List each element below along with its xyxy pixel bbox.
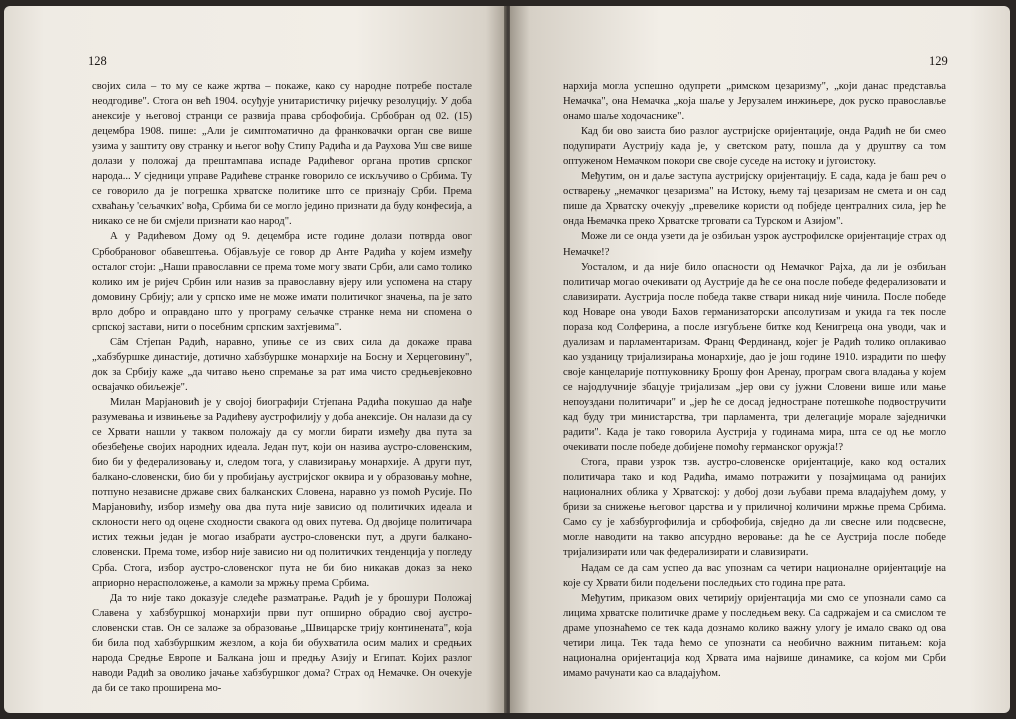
paragraph: Стога, прави узрок тзв. аустро-словенске оријентације, како код осталих политичара тако и код Радића, имамо потражити у позајмицама од ранијих националних облика у Хрватској: у добој дози љубави према владајућем дому, у бризи за снижење његовог царства и у приличној количини мржње према Србима. Само су је хабзбургофилија и србофобија, свједно да ли свесне или подсвесне, могле наводити на такво апсурдно веровање: да ће се Аустрија после победе тријализирати или чак федерализирати и славизирати. (563, 457, 946, 559)
page-text (92, 79, 472, 696)
paragraph: Може ли се онда узети да је озбиљан узрок аустрофилске оријентације страх од Немачке!? (563, 231, 946, 258)
paragraph: нархија могла успешно одупрети „римском цезаризму", „који данас представља Немачка", она Немачка „која шаље у Јерузалем инжињере, док руско православље онамо шаље ходочаснике". (563, 81, 946, 123)
right-page (510, 6, 1010, 713)
paragraph: Надам се да сам успео да вас упознам са четири националне оријентације на које су Хрвати били подељени последњих сто година пре рата. (563, 562, 946, 589)
paragraph: Милан Марјановић је у својој биографији Стјепана Радића покушао да нађе разумевања и извињење за Радићеву аустрофилију у доба анексије. Он налази да су се Хрвати нашли у таквом положају да су могли бирати између два пута за обезбеђење својих народних идеала. Један пут, који он назива аустро-словенским, био би у федерализовању и, следом тога, у славизирању монархије. А други пут, балкано-словенски, био би у пробијању аустријског оквира и у образовању моћне, потпуно независне државе свих балканских Словена, наравно уз помоћ Русије. По Марјановићу, избор између ова два пута није зависио од политичких идеала и склоности него од оцене сходности свакога од ових путева. Од двојице политичара истих тежњи један је могао изабрати аустро-словенски пут, а други балкано-словенски. Према томе, избор није зависио ни од политичких тенденција у погледу Срба. Стога, избор аустро-словенског пута не би био никакав доказ за неко априорно нерасположење, а камоли за мржњу према Србима. (92, 396, 472, 589)
paragraph: А у Радићевом Дому од 9. децембра исте године долази потврда овог Србобрановог обавештења. Објављује се говор др Анте Радића у којем између осталог стоји: „Наши православни се према томе могу звати Срби, али само толико колико им је ријеч Србин или назив за православну вјеру или успомена на стару домовину Србију; али у српско име не може имати политичког значења, па је зато врло добро и оправдано што у програму сељачке странке нема ни спомена о српској застави, нити о посебним српским захтјевима". (92, 231, 472, 333)
page-number: 129 (929, 54, 948, 68)
paragraph: Кад би ово заиста био разлог аустријске оријентације, онда Радић не би смео подупирати Аустрију када је, у светском рату, пошла да у друштву са том оптуженом Немачком покори све своје суседе на истоку и југоистоку. (563, 126, 946, 168)
paragraph: Сâм Стјепан Радић, наравно, упиње се из свих сила да докаже права „хабзбуршке династије, дотично хабзбуршке монархије на Босну и Херцеговину", док за Србију каже „да читаво њено спремање за рат има чисто средњевјековно освајачко обиљежје". (92, 336, 472, 393)
paragraph: својих сила – то му се каже жртва – покаже, како су народне потребе постале неодгодиве". Стога он већ 1904. осуђује унитаристичку ријечку резолуцију. У доба анексије у његовој странци се развија права србофобија. Србобран од 02. (15) децембра 1908. пише: „Али је симптоматично да франковачки орган све више узима у заштиту ову странку и његог вођу Стипу Радића и да Раухова Уш све више долази у положај да прештампава испаде Радићевог органа против српског народа... У сједници управе Радићеве странке говорило се искључиво о Србима. Ту се говорило да је погрешка хрватске политике што се признају Срби. Према схваћању 'сељачких' вођа, Србима би се могло једино признати да буду конфесија, а никако се не би смјели признати као народ". (92, 81, 472, 228)
paragraph: Међутим, он и даље заступа аустријску оријентацију. Е сада, када је баш реч о остварењу „немачког цезаризма" на Истоку, њему тај цезаризам не смета и он сад пише да Хрватску очекују „превелике користи од побједе централних сила, јер ће онда Њемачка преко Хрватске трговати са Турском и Азијом". (563, 171, 946, 228)
paragraph: Да то није тако доказује следеће разматрање. Радић је у брошури Положај Славена у хабзбуршкој монархији први пут опширно обрадио свој аустро-словенски став. Он се залаже за образовање „Швицарске трију континената", која би била под хабзбуршким жезлом, а која би обухватила осим малих и средњих народа Средње Европе и Балкана још и предњу Азију и Египат. Којих разлог наводи Радић за оволико јачање хабзбуршког дома? Страх од Немачке. Он очекује да би се тако проширена мо- (92, 592, 472, 694)
paragraph: Међутим, приказом ових четирију оријентација ми смо се упознали само са лицима хрватске политичке драме у последњем веку. Са садржајем и са смислом те драме упознаћемо се тек када дознамо колико важну улогу је имало свако од ова четири лица. Тек тада ћемо се упознати са необично важним питањем: која национална оријентација код Хрвата има највише динамике, са којом ми Срби имамо рачунати као са владајућом. (563, 592, 946, 679)
page-number: 128 (88, 54, 107, 68)
left-page (4, 6, 506, 713)
page-text (563, 79, 946, 681)
paragraph: Уосталом, и да није било опасности од Немачког Рајха, да ли је озбиљан политичар могао очекивати од Аустрије да ће се она после победе федерализовати и славизирати. Аустрија после победа такве ствари никад није чинила. После победе код Новаре она уводи Бахов германизаторски апсолутизам и укида га тек после пораза код Солферина, а после изгубљене битке код Кенигреца она уводи, чак и дуализам и парламентаризам. Франц Фердинанд, којег је Радић толико оплакивао као узданицу тријализирања монархије, дао је још године 1910. израдити по шефу своје канцеларије потпуковнику Брошу фон Аренау, програм свога владања у којем се најодлучније збацује тријализам „јер ови су јужни Словени више или мање непоуздани политичари" и „јер ће се досад једностране потешкоће подвостручити кад буду три министарства, три парламента, три делегације морале заједнички радити". Када је тако говорила Аустрија у годинама мира, шта се од ње могло очекивати после победе добијене помоћу германског оружја!? (563, 261, 946, 454)
